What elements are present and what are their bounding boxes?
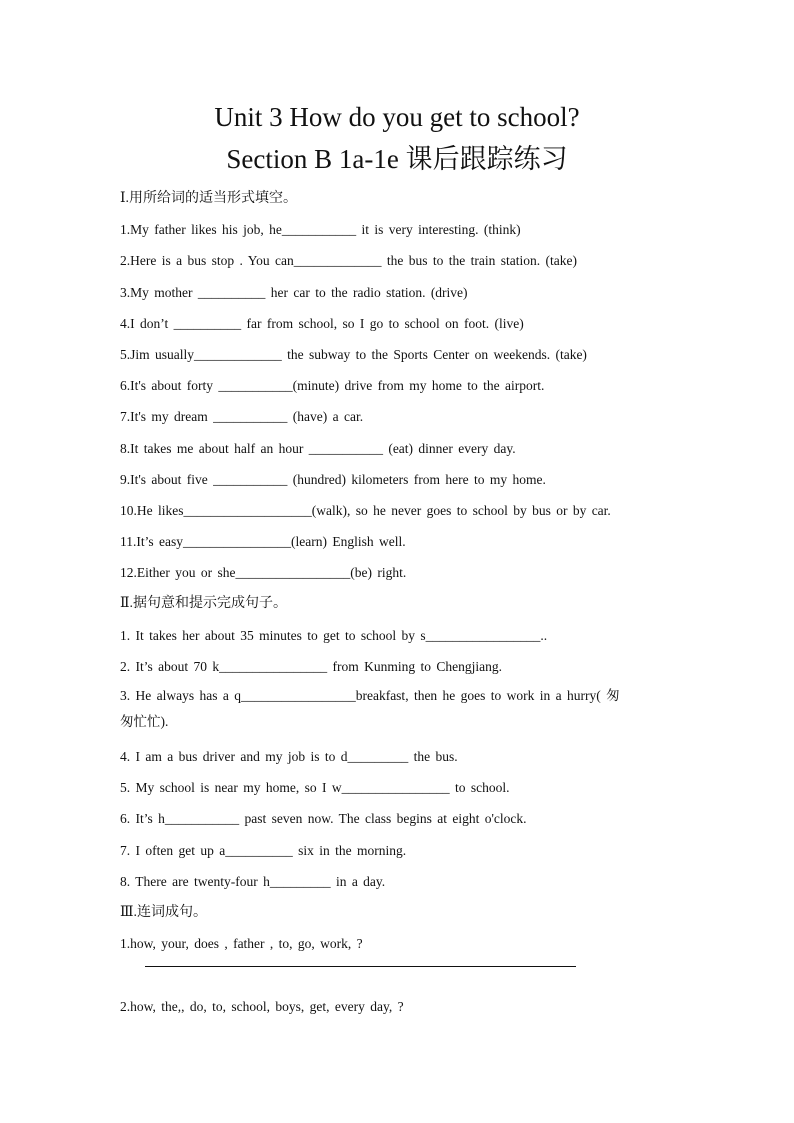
exercise-item: 2.how, the,, do, to, school, boys, get, every day, ?: [120, 999, 404, 1015]
exercise-item: 7.It's my dream ___________ (have) a car.: [120, 409, 364, 425]
worksheet-subtitle: Section B 1a-1e 课后跟踪练习: [226, 144, 568, 174]
exercise-item: 8.It takes me about half an hour ___________ (eat) dinner every day.: [120, 440, 516, 456]
exercise-item: 11.It’s easy________________(learn) English well.: [120, 534, 406, 550]
answer-line: [120, 959, 680, 991]
exercise-item: 12.Either you or she_________________(be) right.: [120, 565, 407, 581]
exercise-item: 7. I often get up a__________ six in the morning.: [120, 842, 407, 858]
exercise-item: 2. It’s about 70 k________________ from Kunming to Chengjiang.: [120, 658, 502, 674]
worksheet-title: Unit 3 How do you get to school?: [214, 102, 580, 132]
exercise-item: 4. I am a bus driver and my job is to d_________ the bus.: [120, 749, 458, 764]
exercise-item: 8. There are twenty-four h_________ in a day.: [120, 873, 386, 889]
exercise-item: 3. He always has a q_________________breakfast, then he goes to work in a hurry( 匆: [120, 688, 620, 703]
section-heading-1: Ⅰ.用所给词的适当形式填空。: [120, 191, 298, 206]
exercise-item: 3.My mother __________ her car to the radio station. (drive): [120, 284, 468, 300]
exercise-item-continuation: 匆忙忙).: [120, 714, 169, 729]
exercise-item: 5. My school is near my home, so I w________________ to school.: [120, 780, 510, 796]
exercise-item: 4.I don’t __________ far from school, so I go to school on foot. (live): [120, 315, 524, 331]
section-heading-3: Ⅲ.连词成句。: [120, 904, 208, 920]
exercise-item: 2.Here is a bus stop . You can_____________ the bus to the train station. (take): [120, 253, 577, 269]
exercise-item: 1. It takes her about 35 minutes to get to school by s_________________..: [120, 627, 548, 643]
exercise-item: 6.It's about forty ___________(minute) drive from my home to the airport.: [120, 378, 545, 394]
exercise-item: 5.Jim usually_____________ the subway to the Sports Center on weekends. (take): [120, 346, 587, 362]
exercise-item: 1.My father likes his job, he___________ it is very interesting. (think): [120, 222, 521, 238]
worksheet-body: [120, 183, 680, 1023]
exercise-item: 6. It’s h___________ past seven now. The class begins at eight o'clock.: [120, 811, 527, 827]
exercise-item: 9.It's about five ___________ (hundred) kilometers from here to my home.: [120, 471, 546, 487]
exercise-item: 1.how, your, does , father , to, go, work, ?: [120, 936, 363, 952]
answer-rule: [145, 966, 576, 967]
section-heading-2: Ⅱ.据句意和提示完成句子。: [120, 596, 288, 612]
exercise-item: 10.He likes___________________(walk), so he never goes to school by bus or by car.: [120, 502, 611, 518]
